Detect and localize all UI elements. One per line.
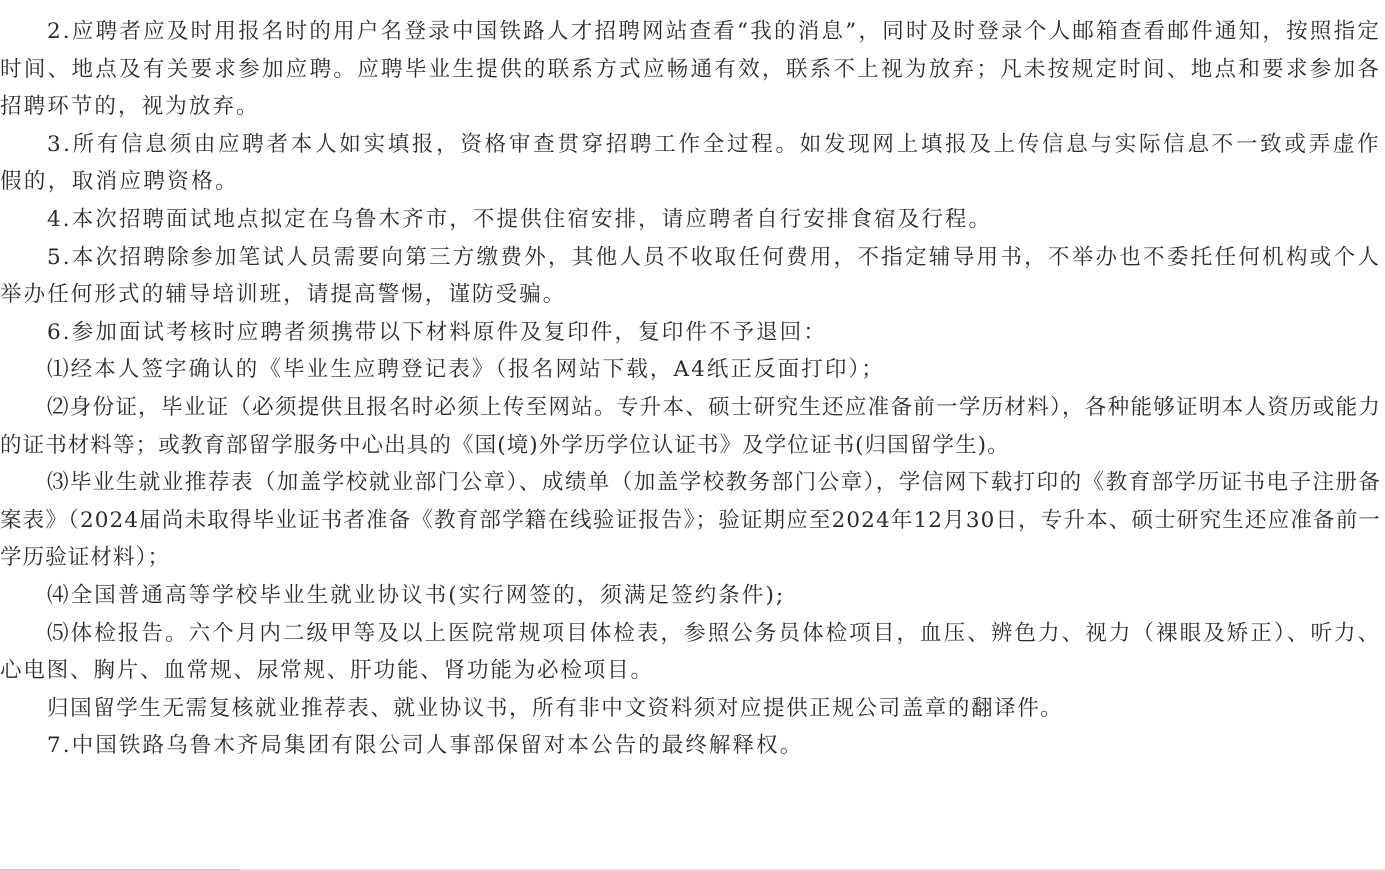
paragraph-item-2: 2.应聘者应及时用报名时的用户名登录中国铁路人才招聘网站查看“我的消息”，同时及时登录个人邮箱查看邮件通知，按照指定时间、地点及有关要求参加应聘。应聘毕业生提供的联系方式应畅通有效，联系不上视为放弃；凡未按规定时间、地点和要求参加各招聘环节的，视为放弃。 [0,19,1381,120]
paragraph-item-6: 6.参加面试考核时应聘者须携带以下材料原件及复印件，复印件不予退回： [47,319,827,345]
material-item-3: ⑶毕业生就业推荐表（加盖学校就业部门公章）、成绩单（加盖学校教务部门公章），学信网下载打印的《教育部学历证书电子注册备案表》（2024届尚未取得毕业证书者准备《教育部学籍在线验证报告》；验证期应至2024年12月30日，专升本、硕士研究生还应准备前一学历验证材料）； [0,470,1381,571]
material-item-5: ⑸体检报告。六个月内二级甲等及以上医院常规项目体检表，参照公务员体检项目，血压、辨色力、视力（裸眼及矫正）、听力、心电图、胸片、血常规、尿常规、肝功能、肾功能为必检项目。 [0,620,1381,684]
material-item-1: ⑴经本人签字确认的《毕业生应聘登记表》（报名网站下载，A4纸正反面打印）； [47,357,885,383]
announcement-body [0,13,1385,765]
paragraph-item-4: 4.本次招聘面试地点拟定在乌鲁木齐市，不提供住宿安排，请应聘者自行安排食宿及行程。 [47,206,993,232]
paragraph-item-5: 5.本次招聘除参加笔试人员需要向第三方缴费外，其他人员不收取任何费用，不指定辅导用书，不举办也不委托任何机构或个人举办任何形式的辅导培训班，请提高警惕，谨防受骗。 [0,244,1381,308]
returnee-note: 归国留学生无需复核就业推荐表、就业协议书，所有非中文资料须对应提供正规公司盖章的翻译件。 [47,695,1064,721]
material-item-2: ⑵身份证，毕业证（必须提供且报名时必须上传至网站。专升本、硕士研究生还应准备前一学历材料），各种能够证明本人资历或能力的证书材料等；或教育部留学服务中心出具的《国(境)外学历学位认证书》及学位证书(归国留学生)。 [0,394,1381,458]
paragraph-item-7: 7.中国铁路乌鲁木齐局集团有限公司人事部保留对本公告的最终解释权。 [47,733,804,759]
paragraph-item-3: 3.所有信息须由应聘者本人如实填报，资格审查贯穿招聘工作全过程。如发现网上填报及上传信息与实际信息不一致或弄虚作假的，取消应聘资格。 [0,131,1381,195]
material-item-4: ⑷全国普通高等学校毕业生就业协议书(实行网签的，须满足签约条件); [47,582,786,608]
